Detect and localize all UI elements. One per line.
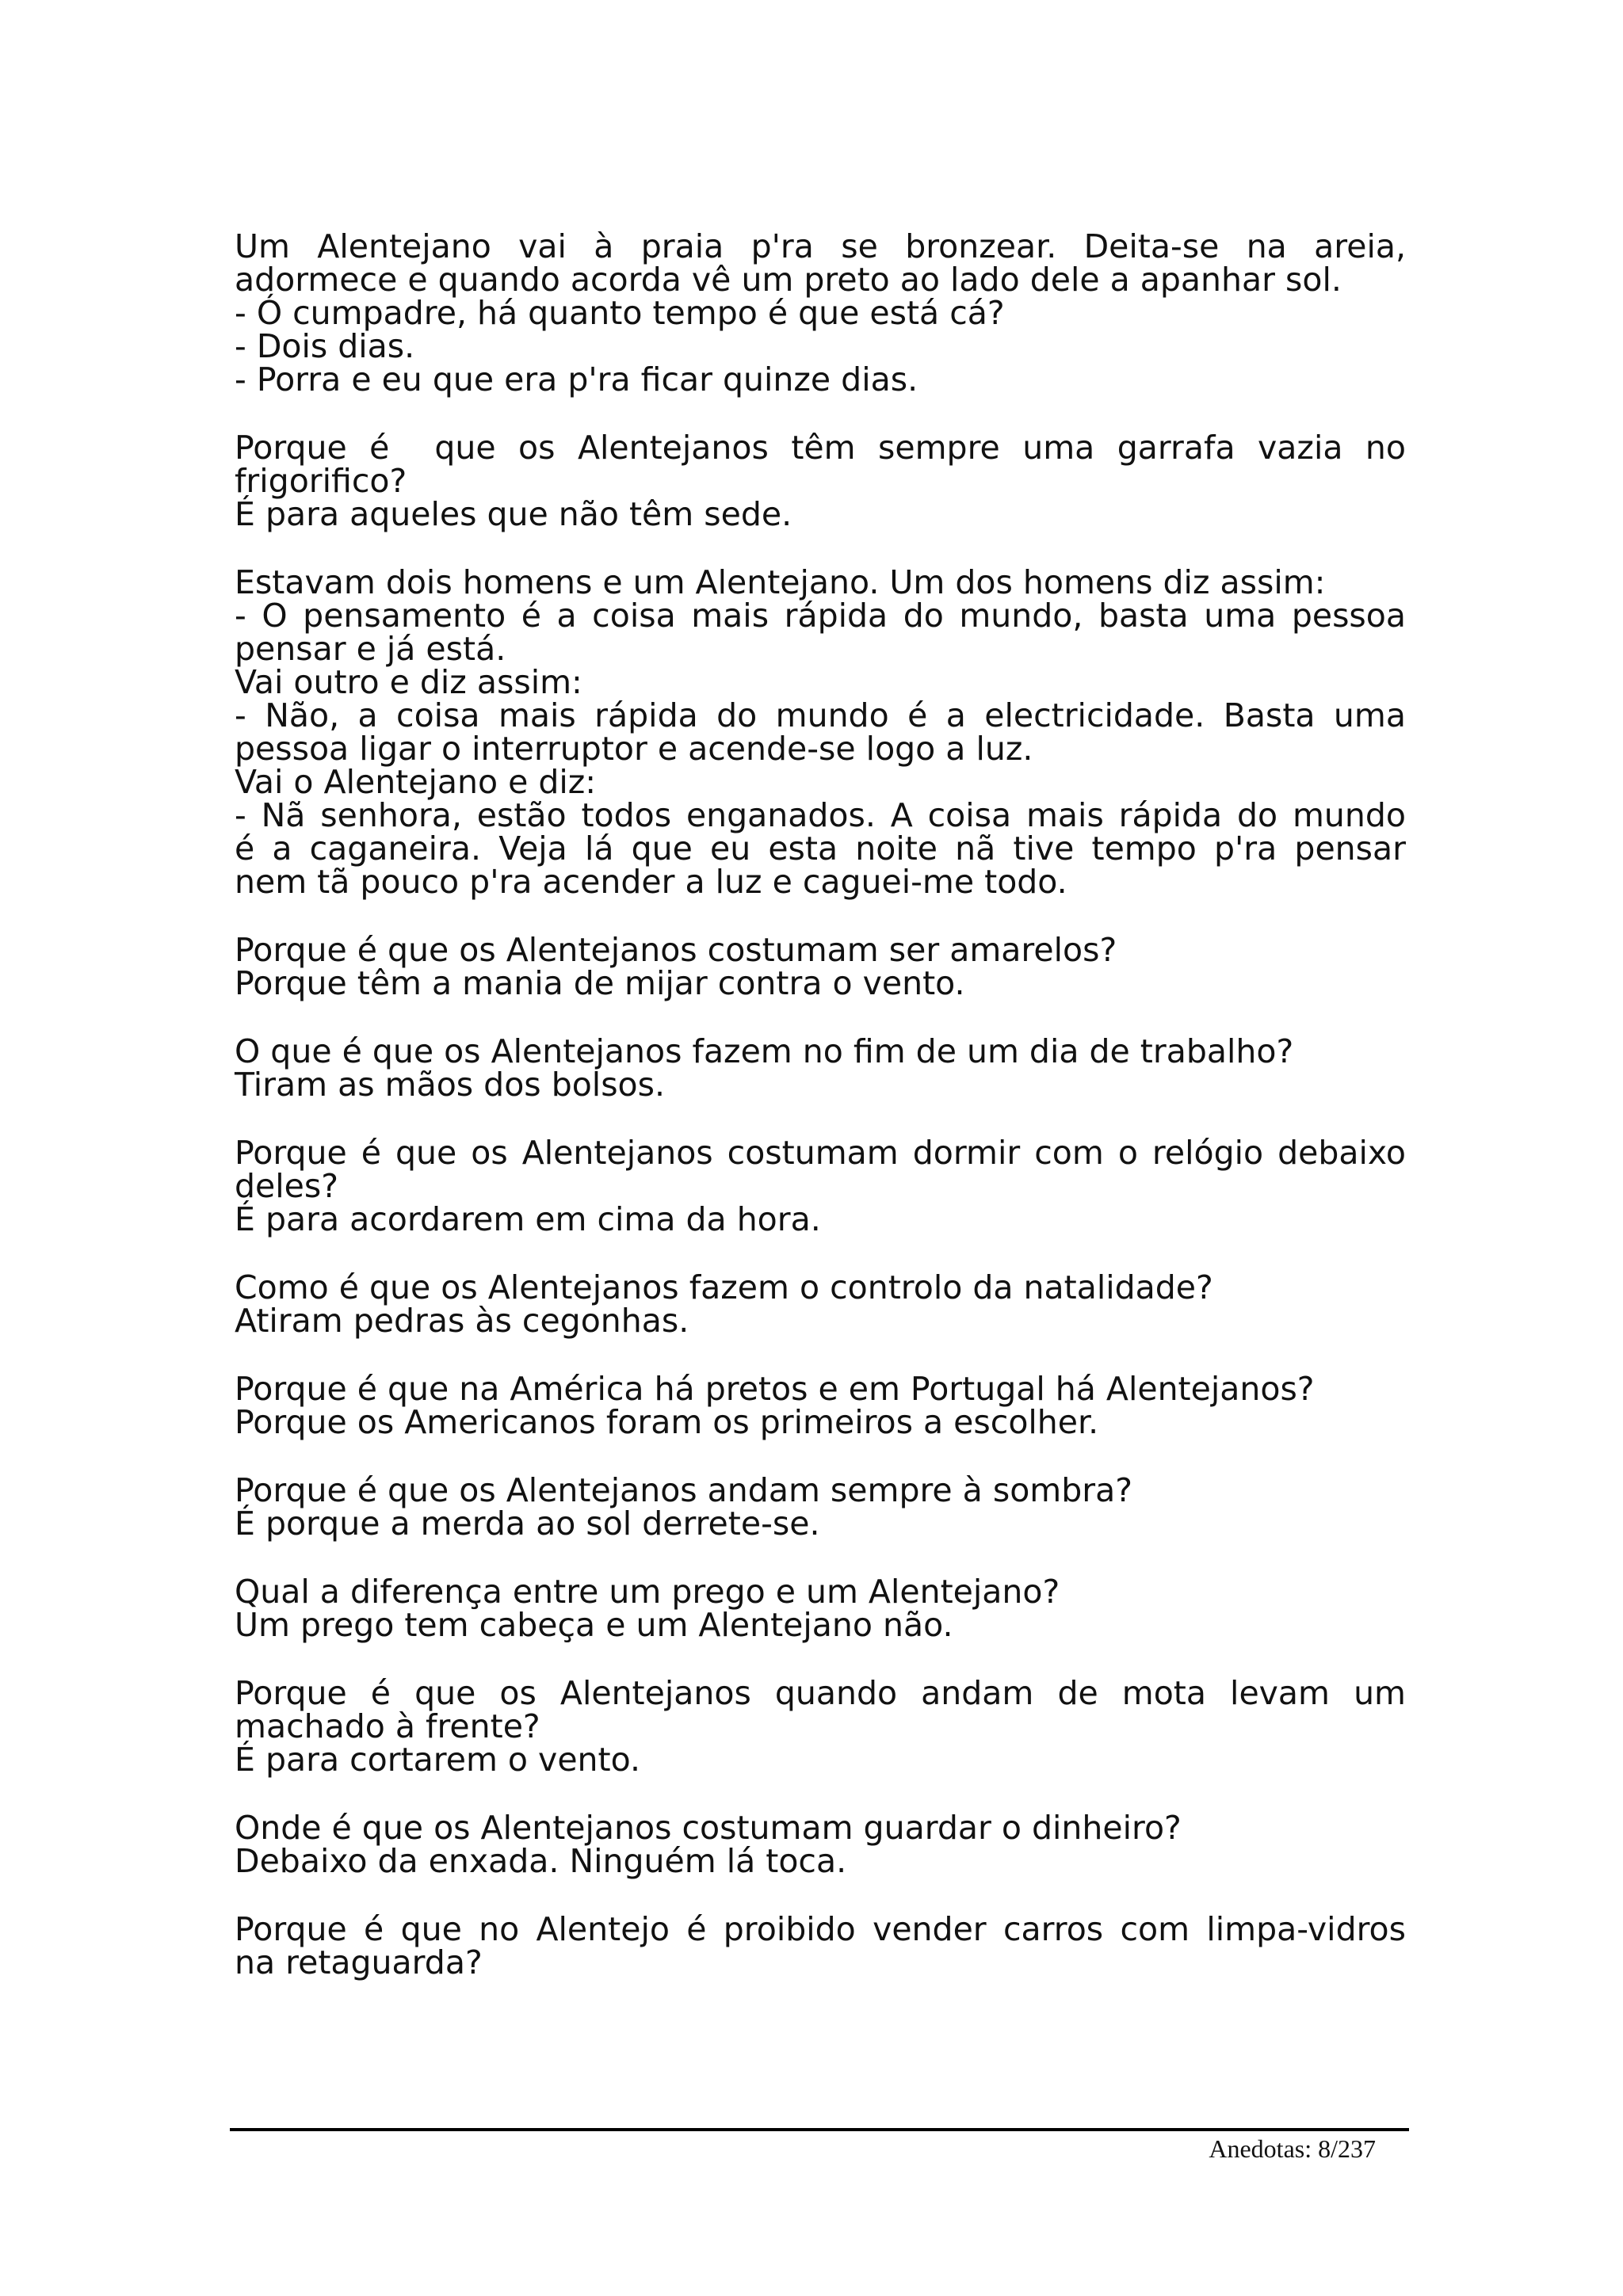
joke-block <box>235 1471 1406 1543</box>
joke-line: - Dois dias. <box>235 327 415 365</box>
joke-block <box>235 1575 1406 1642</box>
joke-line: Porque é que os Alentejanos têm sempre uma garrafa vazia no <box>235 429 1406 467</box>
joke-line: Debaixo da enxada. Ninguém lá toca. <box>235 1842 847 1880</box>
joke-line: - O pensamento é a coisa mais rápida do mundo, basta uma pessoa <box>235 597 1406 635</box>
joke-block <box>235 1811 1406 1878</box>
joke-line: deles? <box>235 1167 338 1205</box>
joke-block <box>235 431 1406 531</box>
joke-line: Onde é que os Alentejanos costumam guardar o dinheiro? <box>235 1809 1182 1847</box>
joke-line: adormece e quando acorda vê um preto ao lado dele a apanhar sol. <box>235 261 1342 299</box>
joke-block <box>235 1136 1406 1236</box>
joke-line: Porque é que os Alentejanos andam sempre à sombra? <box>235 1471 1132 1509</box>
joke-block <box>235 563 1406 901</box>
joke-line: Porque é que na América há pretos e em Portugal há Alentejanos? <box>235 1370 1315 1408</box>
joke-line: - Ó cumpadre, há quanto tempo é que está cá? <box>235 294 1005 332</box>
joke-line: O que é que os Alentejanos fazem no fim de um dia de trabalho? <box>235 1032 1294 1070</box>
joke-line: Um prego tem cabeça e um Alentejano não. <box>235 1606 953 1644</box>
joke-line: é a caganeira. Veja lá que eu esta noite nã tive tempo p'ra pensar <box>235 830 1406 868</box>
joke-block <box>235 1674 1406 1779</box>
joke-line: nem tã pouco p'ra acender a luz e caguei-me todo. <box>235 863 1067 901</box>
joke-line: Porque têm a mania de mijar contra o vento. <box>235 964 965 1002</box>
joke-line: Vai o Alentejano e diz: <box>235 763 597 801</box>
joke-line: Um Alentejano vai à praia p'ra se bronzear. Deita-se na areia, <box>235 227 1406 265</box>
joke-line: - Porra e eu que era p'ra ficar quinze dias. <box>235 360 918 399</box>
footer-divider <box>230 2128 1409 2131</box>
joke-line: É para acordarem em cima da hora. <box>235 1200 821 1238</box>
joke-block <box>235 1372 1406 1439</box>
joke-line: - Não, a coisa mais rápida do mundo é a electricidade. Basta uma <box>235 696 1406 734</box>
page-body <box>235 227 1406 2014</box>
joke-line: pessoa ligar o interruptor e acende-se logo a luz. <box>235 730 1033 768</box>
joke-line: Porque os Americanos foram os primeiros a escolher. <box>235 1403 1099 1441</box>
footer-page-label: Anedotas: 8/237 <box>1209 2134 1376 2163</box>
joke-line: Porque é que os Alentejanos costumam ser amarelos? <box>235 931 1117 969</box>
joke-line: machado à frente? <box>235 1707 540 1745</box>
joke-block <box>235 1032 1406 1104</box>
joke-line: Estavam dois homens e um Alentejano. Um dos homens diz assim: <box>235 563 1326 601</box>
joke-line: - Nã senhora, estão todos enganados. A coisa mais rápida do mundo <box>235 796 1406 834</box>
joke-line: É para aqueles que não têm sede. <box>235 495 792 533</box>
joke-block <box>235 227 1406 399</box>
joke-line: Vai outro e diz assim: <box>235 663 582 701</box>
joke-line: pensar e já está. <box>235 630 506 668</box>
joke-line: Porque é que os Alentejanos costumam dormir com o relógio debaixo <box>235 1134 1406 1172</box>
joke-block <box>235 933 1406 1000</box>
joke-line: Atiram pedras às cegonhas. <box>235 1302 689 1340</box>
joke-line: É porque a merda ao sol derrete-se. <box>235 1505 820 1543</box>
joke-line: Porque é que os Alentejanos quando andam de mota levam um <box>235 1674 1406 1712</box>
joke-line: Tiram as mãos dos bolsos. <box>235 1066 666 1104</box>
joke-line: Como é que os Alentejanos fazem o controlo da natalidade? <box>235 1268 1213 1306</box>
joke-line: na retaguarda? <box>235 1943 483 1981</box>
joke-line: Qual a diferença entre um prego e um Alentejano? <box>235 1573 1060 1611</box>
joke-line: Porque é que no Alentejo é proibido vender carros com limpa-vidros <box>235 1910 1406 1948</box>
joke-block <box>235 1268 1406 1340</box>
joke-line: É para cortarem o vento. <box>235 1741 640 1779</box>
joke-line: frigorifico? <box>235 462 407 500</box>
joke-block <box>235 1910 1406 1981</box>
